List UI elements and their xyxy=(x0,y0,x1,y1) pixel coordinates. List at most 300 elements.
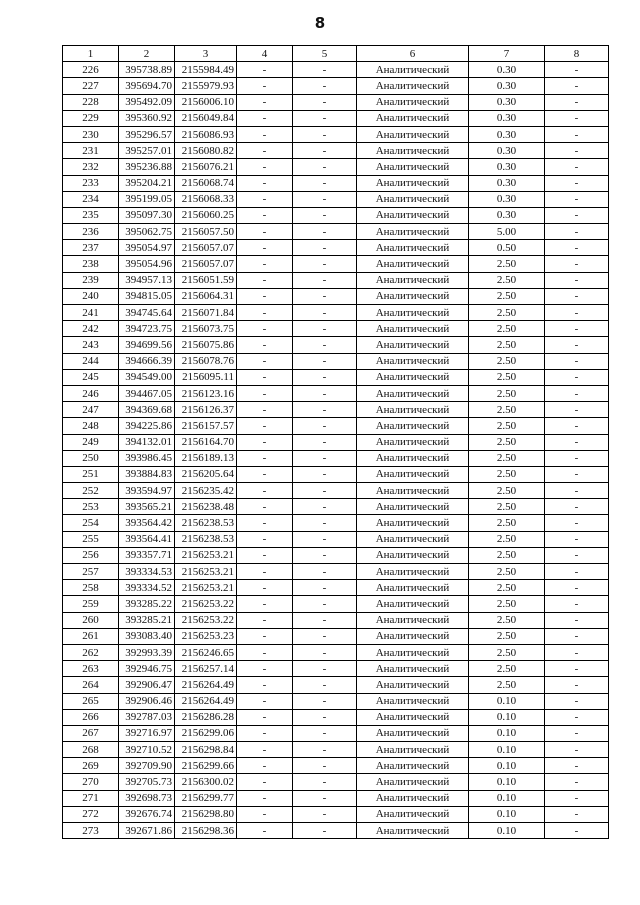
col8-cell: - xyxy=(545,823,609,839)
accuracy-cell: 2.50 xyxy=(469,483,545,499)
col8-cell: - xyxy=(545,191,609,207)
x-coordinate-cell: 394369.68 xyxy=(119,402,175,418)
table-row xyxy=(63,369,609,385)
table-row xyxy=(63,434,609,450)
table-row xyxy=(63,644,609,660)
x-coordinate-cell: 395296.57 xyxy=(119,126,175,142)
accuracy-cell: 0.30 xyxy=(469,175,545,191)
accuracy-cell: 0.30 xyxy=(469,143,545,159)
y-coordinate-cell: 2156123.16 xyxy=(175,385,237,401)
col5-cell: - xyxy=(293,207,357,223)
y-coordinate-cell: 2156253.21 xyxy=(175,564,237,580)
table-row xyxy=(63,191,609,207)
x-coordinate-cell: 394815.05 xyxy=(119,288,175,304)
col5-cell: - xyxy=(293,466,357,482)
point-number-cell: 273 xyxy=(63,823,119,839)
table-row xyxy=(63,353,609,369)
col5-cell: - xyxy=(293,240,357,256)
y-coordinate-cell: 2156205.64 xyxy=(175,466,237,482)
method-cell: Аналитический xyxy=(357,709,469,725)
col4-cell: - xyxy=(237,709,293,725)
x-coordinate-cell: 394467.05 xyxy=(119,385,175,401)
method-cell: Аналитический xyxy=(357,191,469,207)
point-number-cell: 233 xyxy=(63,175,119,191)
col8-cell: - xyxy=(545,450,609,466)
method-cell: Аналитический xyxy=(357,434,469,450)
col8-cell: - xyxy=(545,612,609,628)
col8-cell: - xyxy=(545,580,609,596)
y-coordinate-cell: 2156257.14 xyxy=(175,661,237,677)
method-cell: Аналитический xyxy=(357,305,469,321)
point-number-cell: 229 xyxy=(63,110,119,126)
col4-cell: - xyxy=(237,288,293,304)
table-row xyxy=(63,126,609,142)
col4-cell: - xyxy=(237,725,293,741)
accuracy-cell: 2.50 xyxy=(469,612,545,628)
table-row xyxy=(63,547,609,563)
method-cell: Аналитический xyxy=(357,385,469,401)
method-cell: Аналитический xyxy=(357,159,469,175)
x-coordinate-cell: 395694.70 xyxy=(119,78,175,94)
col5-cell: - xyxy=(293,758,357,774)
accuracy-cell: 2.50 xyxy=(469,499,545,515)
col4-cell: - xyxy=(237,240,293,256)
table-row xyxy=(63,661,609,677)
col5-cell: - xyxy=(293,547,357,563)
accuracy-cell: 0.10 xyxy=(469,806,545,822)
col4-cell: - xyxy=(237,272,293,288)
y-coordinate-cell: 2156299.66 xyxy=(175,758,237,774)
table-row xyxy=(63,175,609,191)
col8-cell: - xyxy=(545,564,609,580)
x-coordinate-cell: 395054.97 xyxy=(119,240,175,256)
col8-cell: - xyxy=(545,725,609,741)
col5-cell: - xyxy=(293,272,357,288)
col8-cell: - xyxy=(545,418,609,434)
y-coordinate-cell: 2156235.42 xyxy=(175,483,237,499)
method-cell: Аналитический xyxy=(357,94,469,110)
table-row xyxy=(63,758,609,774)
x-coordinate-cell: 392709.90 xyxy=(119,758,175,774)
column-header: 5 xyxy=(293,46,357,62)
col5-cell: - xyxy=(293,224,357,240)
col5-cell: - xyxy=(293,191,357,207)
method-cell: Аналитический xyxy=(357,207,469,223)
x-coordinate-cell: 392946.75 xyxy=(119,661,175,677)
y-coordinate-cell: 2156253.21 xyxy=(175,580,237,596)
x-coordinate-cell: 392671.86 xyxy=(119,823,175,839)
col5-cell: - xyxy=(293,418,357,434)
col4-cell: - xyxy=(237,547,293,563)
col8-cell: - xyxy=(545,774,609,790)
col8-cell: - xyxy=(545,159,609,175)
col4-cell: - xyxy=(237,207,293,223)
x-coordinate-cell: 392993.39 xyxy=(119,644,175,660)
y-coordinate-cell: 2156051.59 xyxy=(175,272,237,288)
col4-cell: - xyxy=(237,94,293,110)
point-number-cell: 262 xyxy=(63,644,119,660)
col8-cell: - xyxy=(545,126,609,142)
col4-cell: - xyxy=(237,321,293,337)
accuracy-cell: 5.00 xyxy=(469,224,545,240)
col4-cell: - xyxy=(237,62,293,78)
col5-cell: - xyxy=(293,806,357,822)
col4-cell: - xyxy=(237,143,293,159)
accuracy-cell: 0.10 xyxy=(469,693,545,709)
accuracy-cell: 2.50 xyxy=(469,353,545,369)
x-coordinate-cell: 394745.64 xyxy=(119,305,175,321)
table-row xyxy=(63,628,609,644)
accuracy-cell: 2.50 xyxy=(469,321,545,337)
col4-cell: - xyxy=(237,612,293,628)
col8-cell: - xyxy=(545,288,609,304)
table-row xyxy=(63,790,609,806)
point-number-cell: 228 xyxy=(63,94,119,110)
column-header: 4 xyxy=(237,46,293,62)
column-header: 6 xyxy=(357,46,469,62)
x-coordinate-cell: 393357.71 xyxy=(119,547,175,563)
point-number-cell: 235 xyxy=(63,207,119,223)
col4-cell: - xyxy=(237,402,293,418)
col8-cell: - xyxy=(545,402,609,418)
x-coordinate-cell: 392787.03 xyxy=(119,709,175,725)
col4-cell: - xyxy=(237,661,293,677)
table-row xyxy=(63,402,609,418)
col5-cell: - xyxy=(293,693,357,709)
col4-cell: - xyxy=(237,628,293,644)
accuracy-cell: 0.30 xyxy=(469,159,545,175)
col4-cell: - xyxy=(237,224,293,240)
col5-cell: - xyxy=(293,774,357,790)
x-coordinate-cell: 392705.73 xyxy=(119,774,175,790)
accuracy-cell: 0.10 xyxy=(469,742,545,758)
col4-cell: - xyxy=(237,450,293,466)
point-number-cell: 242 xyxy=(63,321,119,337)
x-coordinate-cell: 394957.13 xyxy=(119,272,175,288)
table-row xyxy=(63,94,609,110)
accuracy-cell: 2.50 xyxy=(469,596,545,612)
point-number-cell: 251 xyxy=(63,466,119,482)
col8-cell: - xyxy=(545,321,609,337)
method-cell: Аналитический xyxy=(357,644,469,660)
method-cell: Аналитический xyxy=(357,256,469,272)
x-coordinate-cell: 393285.22 xyxy=(119,596,175,612)
x-coordinate-cell: 393594.97 xyxy=(119,483,175,499)
col4-cell: - xyxy=(237,418,293,434)
y-coordinate-cell: 2156189.13 xyxy=(175,450,237,466)
x-coordinate-cell: 394723.75 xyxy=(119,321,175,337)
col5-cell: - xyxy=(293,661,357,677)
col8-cell: - xyxy=(545,434,609,450)
col5-cell: - xyxy=(293,385,357,401)
accuracy-cell: 2.50 xyxy=(469,677,545,693)
col5-cell: - xyxy=(293,256,357,272)
col4-cell: - xyxy=(237,693,293,709)
method-cell: Аналитический xyxy=(357,790,469,806)
table-row xyxy=(63,596,609,612)
col4-cell: - xyxy=(237,159,293,175)
col8-cell: - xyxy=(545,110,609,126)
point-number-cell: 267 xyxy=(63,725,119,741)
point-number-cell: 266 xyxy=(63,709,119,725)
point-number-cell: 231 xyxy=(63,143,119,159)
point-number-cell: 258 xyxy=(63,580,119,596)
method-cell: Аналитический xyxy=(357,143,469,159)
col8-cell: - xyxy=(545,547,609,563)
accuracy-cell: 0.10 xyxy=(469,774,545,790)
y-coordinate-cell: 2156068.33 xyxy=(175,191,237,207)
y-coordinate-cell: 2156076.21 xyxy=(175,159,237,175)
col5-cell: - xyxy=(293,288,357,304)
point-number-cell: 240 xyxy=(63,288,119,304)
accuracy-cell: 2.50 xyxy=(469,434,545,450)
col5-cell: - xyxy=(293,353,357,369)
col8-cell: - xyxy=(545,94,609,110)
accuracy-cell: 0.10 xyxy=(469,790,545,806)
accuracy-cell: 0.30 xyxy=(469,207,545,223)
method-cell: Аналитический xyxy=(357,515,469,531)
col4-cell: - xyxy=(237,434,293,450)
col4-cell: - xyxy=(237,385,293,401)
table-row xyxy=(63,78,609,94)
col8-cell: - xyxy=(545,62,609,78)
method-cell: Аналитический xyxy=(357,725,469,741)
col5-cell: - xyxy=(293,450,357,466)
x-coordinate-cell: 392906.46 xyxy=(119,693,175,709)
accuracy-cell: 0.10 xyxy=(469,758,545,774)
col8-cell: - xyxy=(545,272,609,288)
column-header: 1 xyxy=(63,46,119,62)
accuracy-cell: 0.30 xyxy=(469,110,545,126)
point-number-cell: 269 xyxy=(63,758,119,774)
table-row xyxy=(63,450,609,466)
column-header: 8 xyxy=(545,46,609,62)
y-coordinate-cell: 2156057.50 xyxy=(175,224,237,240)
y-coordinate-cell: 2155984.49 xyxy=(175,62,237,78)
col8-cell: - xyxy=(545,143,609,159)
col5-cell: - xyxy=(293,596,357,612)
table-row xyxy=(63,774,609,790)
x-coordinate-cell: 392676.74 xyxy=(119,806,175,822)
point-number-cell: 252 xyxy=(63,483,119,499)
y-coordinate-cell: 2156238.53 xyxy=(175,531,237,547)
col4-cell: - xyxy=(237,742,293,758)
point-number-cell: 237 xyxy=(63,240,119,256)
point-number-cell: 264 xyxy=(63,677,119,693)
method-cell: Аналитический xyxy=(357,612,469,628)
x-coordinate-cell: 395360.92 xyxy=(119,110,175,126)
page-number: 8 xyxy=(314,14,326,32)
table-row xyxy=(63,531,609,547)
y-coordinate-cell: 2156286.28 xyxy=(175,709,237,725)
col8-cell: - xyxy=(545,806,609,822)
y-coordinate-cell: 2156298.36 xyxy=(175,823,237,839)
x-coordinate-cell: 393986.45 xyxy=(119,450,175,466)
col8-cell: - xyxy=(545,628,609,644)
x-coordinate-cell: 393564.41 xyxy=(119,531,175,547)
x-coordinate-cell: 393285.21 xyxy=(119,612,175,628)
col5-cell: - xyxy=(293,612,357,628)
accuracy-cell: 2.50 xyxy=(469,466,545,482)
table-row xyxy=(63,288,609,304)
col5-cell: - xyxy=(293,402,357,418)
point-number-cell: 236 xyxy=(63,224,119,240)
table-row xyxy=(63,515,609,531)
y-coordinate-cell: 2156253.23 xyxy=(175,628,237,644)
point-number-cell: 241 xyxy=(63,305,119,321)
col4-cell: - xyxy=(237,175,293,191)
coordinates-table xyxy=(62,45,609,839)
table-row xyxy=(63,612,609,628)
table-row xyxy=(63,806,609,822)
col4-cell: - xyxy=(237,78,293,94)
col8-cell: - xyxy=(545,175,609,191)
col8-cell: - xyxy=(545,78,609,94)
accuracy-cell: 2.50 xyxy=(469,515,545,531)
table-row xyxy=(63,240,609,256)
y-coordinate-cell: 2156299.06 xyxy=(175,725,237,741)
accuracy-cell: 0.30 xyxy=(469,62,545,78)
x-coordinate-cell: 392716.97 xyxy=(119,725,175,741)
col4-cell: - xyxy=(237,677,293,693)
point-number-cell: 227 xyxy=(63,78,119,94)
point-number-cell: 272 xyxy=(63,806,119,822)
column-header: 3 xyxy=(175,46,237,62)
y-coordinate-cell: 2156073.75 xyxy=(175,321,237,337)
point-number-cell: 246 xyxy=(63,385,119,401)
method-cell: Аналитический xyxy=(357,272,469,288)
col8-cell: - xyxy=(545,240,609,256)
col5-cell: - xyxy=(293,564,357,580)
method-cell: Аналитический xyxy=(357,564,469,580)
method-cell: Аналитический xyxy=(357,240,469,256)
col4-cell: - xyxy=(237,596,293,612)
method-cell: Аналитический xyxy=(357,661,469,677)
point-number-cell: 253 xyxy=(63,499,119,515)
accuracy-cell: 0.30 xyxy=(469,191,545,207)
y-coordinate-cell: 2156071.84 xyxy=(175,305,237,321)
accuracy-cell: 2.50 xyxy=(469,644,545,660)
method-cell: Аналитический xyxy=(357,110,469,126)
col8-cell: - xyxy=(545,531,609,547)
y-coordinate-cell: 2156299.77 xyxy=(175,790,237,806)
x-coordinate-cell: 395199.05 xyxy=(119,191,175,207)
y-coordinate-cell: 2156057.07 xyxy=(175,240,237,256)
y-coordinate-cell: 2156057.07 xyxy=(175,256,237,272)
col4-cell: - xyxy=(237,256,293,272)
col4-cell: - xyxy=(237,126,293,142)
point-number-cell: 226 xyxy=(63,62,119,78)
x-coordinate-cell: 395236.88 xyxy=(119,159,175,175)
y-coordinate-cell: 2156300.02 xyxy=(175,774,237,790)
accuracy-cell: 0.10 xyxy=(469,709,545,725)
point-number-cell: 255 xyxy=(63,531,119,547)
table-row xyxy=(63,677,609,693)
col5-cell: - xyxy=(293,126,357,142)
point-number-cell: 260 xyxy=(63,612,119,628)
x-coordinate-cell: 392906.47 xyxy=(119,677,175,693)
point-number-cell: 247 xyxy=(63,402,119,418)
table-row xyxy=(63,823,609,839)
table-row xyxy=(63,321,609,337)
col4-cell: - xyxy=(237,110,293,126)
col5-cell: - xyxy=(293,499,357,515)
accuracy-cell: 2.50 xyxy=(469,385,545,401)
col5-cell: - xyxy=(293,644,357,660)
y-coordinate-cell: 2156157.57 xyxy=(175,418,237,434)
table-row xyxy=(63,385,609,401)
point-number-cell: 257 xyxy=(63,564,119,580)
table-row xyxy=(63,418,609,434)
table-row xyxy=(63,693,609,709)
accuracy-cell: 2.50 xyxy=(469,272,545,288)
col4-cell: - xyxy=(237,644,293,660)
point-number-cell: 271 xyxy=(63,790,119,806)
col5-cell: - xyxy=(293,790,357,806)
col8-cell: - xyxy=(545,644,609,660)
table-row xyxy=(63,483,609,499)
col8-cell: - xyxy=(545,693,609,709)
method-cell: Аналитический xyxy=(357,418,469,434)
method-cell: Аналитический xyxy=(357,483,469,499)
col5-cell: - xyxy=(293,143,357,159)
table-row xyxy=(63,272,609,288)
accuracy-cell: 2.50 xyxy=(469,418,545,434)
x-coordinate-cell: 395257.01 xyxy=(119,143,175,159)
col4-cell: - xyxy=(237,758,293,774)
y-coordinate-cell: 2156253.21 xyxy=(175,547,237,563)
table-row xyxy=(63,62,609,78)
method-cell: Аналитический xyxy=(357,78,469,94)
x-coordinate-cell: 392710.52 xyxy=(119,742,175,758)
col8-cell: - xyxy=(545,758,609,774)
method-cell: Аналитический xyxy=(357,402,469,418)
col5-cell: - xyxy=(293,337,357,353)
col8-cell: - xyxy=(545,483,609,499)
table-row xyxy=(63,143,609,159)
accuracy-cell: 2.50 xyxy=(469,369,545,385)
accuracy-cell: 2.50 xyxy=(469,580,545,596)
x-coordinate-cell: 393334.52 xyxy=(119,580,175,596)
y-coordinate-cell: 2156126.37 xyxy=(175,402,237,418)
y-coordinate-cell: 2156075.86 xyxy=(175,337,237,353)
point-number-cell: 256 xyxy=(63,547,119,563)
x-coordinate-cell: 395054.96 xyxy=(119,256,175,272)
method-cell: Аналитический xyxy=(357,823,469,839)
x-coordinate-cell: 395204.21 xyxy=(119,175,175,191)
method-cell: Аналитический xyxy=(357,596,469,612)
method-cell: Аналитический xyxy=(357,580,469,596)
method-cell: Аналитический xyxy=(357,758,469,774)
method-cell: Аналитический xyxy=(357,531,469,547)
col5-cell: - xyxy=(293,531,357,547)
accuracy-cell: 2.50 xyxy=(469,305,545,321)
col5-cell: - xyxy=(293,725,357,741)
col5-cell: - xyxy=(293,677,357,693)
point-number-cell: 244 xyxy=(63,353,119,369)
table-row xyxy=(63,337,609,353)
point-number-cell: 254 xyxy=(63,515,119,531)
accuracy-cell: 2.50 xyxy=(469,337,545,353)
point-number-cell: 259 xyxy=(63,596,119,612)
col8-cell: - xyxy=(545,677,609,693)
y-coordinate-cell: 2156164.70 xyxy=(175,434,237,450)
y-coordinate-cell: 2156298.84 xyxy=(175,742,237,758)
col8-cell: - xyxy=(545,661,609,677)
col8-cell: - xyxy=(545,305,609,321)
col4-cell: - xyxy=(237,531,293,547)
method-cell: Аналитический xyxy=(357,288,469,304)
